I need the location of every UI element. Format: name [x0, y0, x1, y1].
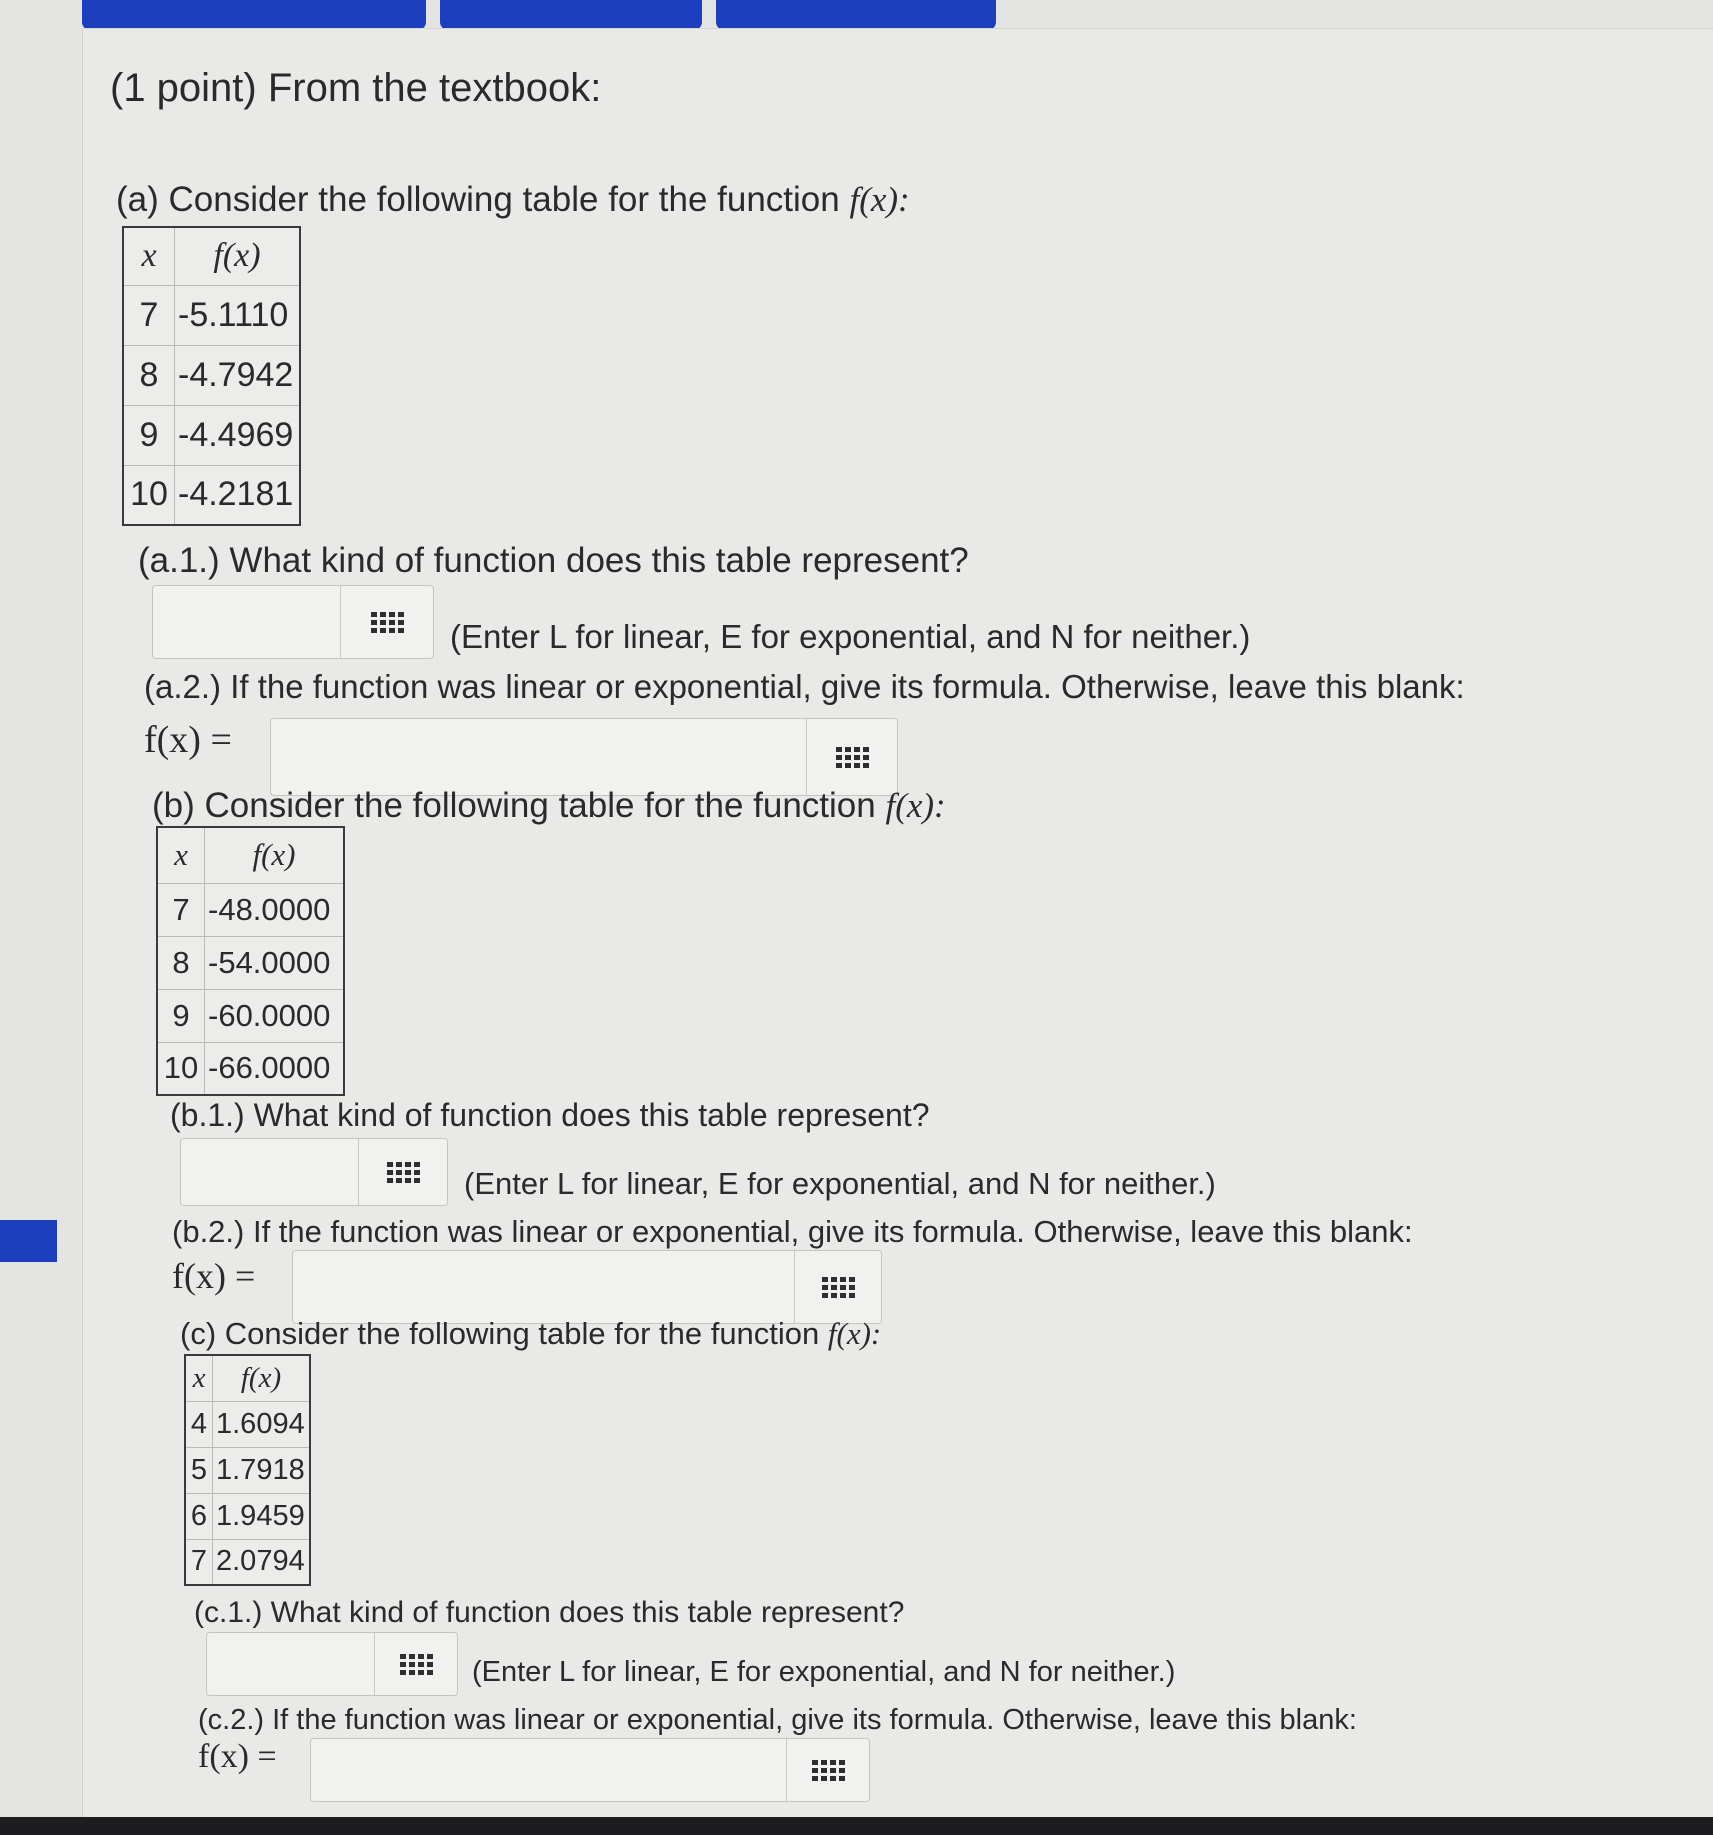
grid-dots-icon — [387, 1162, 420, 1183]
part-a-answer-2-menu-button[interactable] — [806, 719, 897, 795]
part-c-prompt-math: f(x): — [827, 1316, 882, 1351]
x-cell: 7 — [123, 285, 175, 345]
top-tab-3[interactable] — [716, 0, 996, 30]
fx-header: f(x) — [213, 1355, 311, 1401]
part-b-answer-1[interactable] — [180, 1138, 448, 1206]
x-header: x — [185, 1355, 213, 1401]
table-row — [157, 883, 344, 936]
part-a-fx-label: f(x) = — [144, 719, 232, 761]
table-row — [185, 1447, 310, 1493]
part-c-prompt — [180, 1316, 881, 1352]
part-b-answer-1-menu-button[interactable] — [358, 1139, 447, 1205]
table-row — [123, 285, 300, 345]
grid-dots-icon — [371, 612, 404, 633]
fx-cell: 1.6094 — [213, 1401, 311, 1447]
fx-cell: -4.7942 — [175, 345, 301, 405]
top-tab-1[interactable] — [82, 0, 426, 30]
table-row — [157, 989, 344, 1042]
grid-dots-icon — [812, 1760, 845, 1781]
x-cell: 7 — [157, 883, 205, 936]
fx-cell: -54.0000 — [205, 936, 345, 989]
x-cell: 8 — [157, 936, 205, 989]
grid-dots-icon — [400, 1654, 433, 1675]
fx-cell: -60.0000 — [205, 989, 345, 1042]
part-b-prompt — [152, 786, 946, 826]
part-a-prompt — [116, 180, 910, 220]
part-b-hint: (Enter L for linear, E for exponential, and N for neither.) — [464, 1166, 1216, 1201]
part-c-fx-label: f(x) = — [198, 1738, 277, 1775]
part-c-table — [184, 1354, 311, 1586]
x-cell: 8 — [123, 345, 175, 405]
fx-cell: -5.1110 — [175, 285, 301, 345]
part-b-prompt-math: f(x): — [885, 786, 946, 825]
part-b-question-1: (b.1.) What kind of function does this table represent? — [170, 1097, 930, 1133]
side-marker — [0, 1220, 57, 1262]
top-tab-2[interactable] — [440, 0, 702, 30]
x-cell: 7 — [185, 1539, 213, 1585]
table-header-row — [157, 827, 344, 883]
part-c-answer-1-menu-button[interactable] — [374, 1633, 457, 1695]
part-c-answer-1[interactable] — [206, 1632, 458, 1696]
part-b-prompt-text: (b) Consider the following table for the function — [152, 786, 886, 825]
part-b-fx-label: f(x) = — [172, 1256, 256, 1296]
table-row — [185, 1401, 310, 1447]
part-a-answer-1[interactable] — [152, 585, 434, 659]
table-row — [123, 465, 300, 525]
part-c-question-1: (c.1.) What kind of function does this table represent? — [194, 1596, 905, 1629]
table-row — [123, 345, 300, 405]
part-c-question-2: (c.2.) If the function was linear or exponential, give its formula. Otherwise, leave this blank: — [198, 1704, 1357, 1736]
x-cell: 6 — [185, 1493, 213, 1539]
part-c-prompt-text: (c) Consider the following table for the function — [180, 1316, 828, 1351]
table-row — [157, 1042, 344, 1095]
table-row — [157, 936, 344, 989]
x-cell: 5 — [185, 1447, 213, 1493]
fx-cell: -4.4969 — [175, 405, 301, 465]
fx-cell: 2.0794 — [213, 1539, 311, 1585]
part-a-answer-1-menu-button[interactable] — [340, 586, 433, 658]
x-header: x — [123, 227, 175, 285]
table-header-row — [123, 227, 300, 285]
x-cell: 10 — [123, 465, 175, 525]
x-cell: 10 — [157, 1042, 205, 1095]
part-b-answer-2-menu-button[interactable] — [794, 1251, 881, 1323]
fx-cell: 1.9459 — [213, 1493, 311, 1539]
part-a-table — [122, 226, 301, 526]
fx-cell: 1.7918 — [213, 1447, 311, 1493]
table-row — [185, 1539, 310, 1585]
part-a-answer-2[interactable] — [270, 718, 898, 796]
fx-cell: -4.2181 — [175, 465, 301, 525]
bottom-dark-strip — [0, 1817, 1713, 1835]
problem-intro: (1 point) From the textbook: — [110, 66, 602, 110]
part-c-answer-2-menu-button[interactable] — [786, 1739, 869, 1801]
x-cell: 9 — [123, 405, 175, 465]
part-a-prompt-math: f(x): — [849, 180, 910, 219]
part-b-answer-2[interactable] — [292, 1250, 882, 1324]
part-b-table — [156, 826, 345, 1096]
table-row — [185, 1493, 310, 1539]
grid-dots-icon — [836, 747, 869, 768]
fx-header: f(x) — [175, 227, 301, 285]
fx-cell: -66.0000 — [205, 1042, 345, 1095]
x-cell: 9 — [157, 989, 205, 1042]
part-a-question-2: (a.2.) If the function was linear or exponential, give its formula. Otherwise, leave this blank: — [144, 668, 1465, 705]
table-header-row — [185, 1355, 310, 1401]
table-row — [123, 405, 300, 465]
part-a-prompt-text: (a) Consider the following table for the function — [116, 180, 850, 219]
grid-dots-icon — [822, 1277, 855, 1298]
fx-cell: -48.0000 — [205, 883, 345, 936]
part-a-question-1: (a.1.) What kind of function does this table represent? — [138, 541, 969, 580]
fx-header: f(x) — [205, 827, 345, 883]
part-c-answer-2[interactable] — [310, 1738, 870, 1802]
part-a-hint: (Enter L for linear, E for exponential, and N for neither.) — [450, 618, 1251, 655]
x-header: x — [157, 827, 205, 883]
part-c-hint: (Enter L for linear, E for exponential, and N for neither.) — [472, 1656, 1176, 1688]
part-b-question-2: (b.2.) If the function was linear or exponential, give its formula. Otherwise, leave this blank: — [172, 1214, 1413, 1249]
x-cell: 4 — [185, 1401, 213, 1447]
